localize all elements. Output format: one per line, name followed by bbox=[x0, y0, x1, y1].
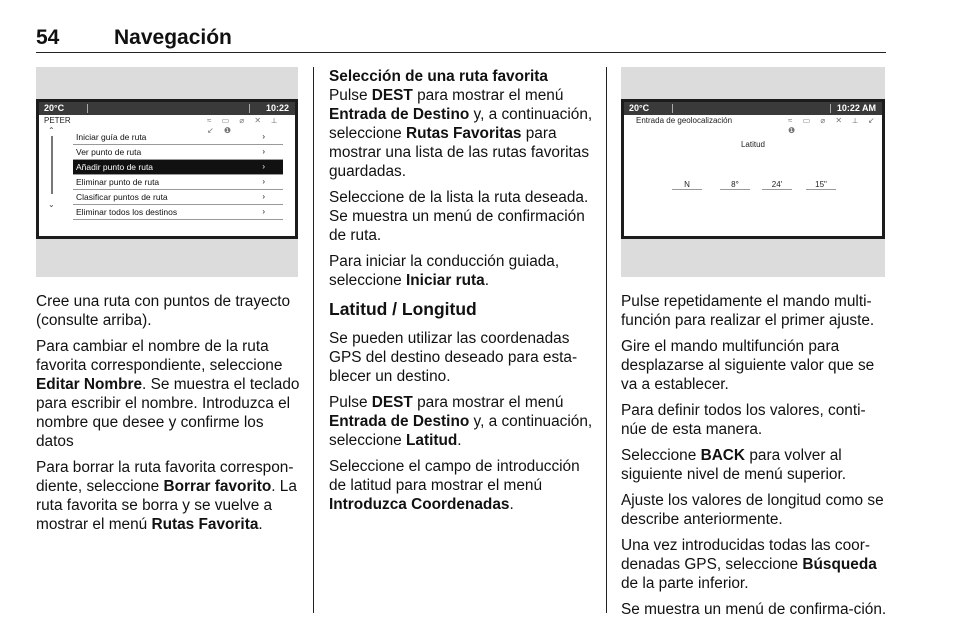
chevron-right-icon: › bbox=[262, 177, 265, 186]
paragraph: Seleccione BACK para volver al siguiente nivel de menú superior. bbox=[621, 447, 847, 483]
paragraph: Se muestra un menú de confirma-ción. bbox=[621, 601, 887, 618]
page-number: 54 bbox=[36, 26, 60, 49]
topbar-separator bbox=[672, 104, 673, 113]
chevron-right-icon: › bbox=[262, 192, 265, 201]
scroll-down-icon: ⌄ bbox=[48, 200, 55, 209]
paragraph: Gire el mando multifunción para desplazarse al siguiente valor que se va a establecer. bbox=[621, 338, 875, 393]
menu-item: Clasificar puntos de ruta › bbox=[73, 190, 283, 205]
menu-item: Eliminar todos los destinos › bbox=[73, 205, 283, 220]
paragraph: Para cambiar el nombre de la ruta favorita correspondiente, seleccione Editar Nombre. Se muestra el teclado para escribir el nombre. Introduzca el nombre que desee y confirme los datos bbox=[36, 338, 300, 450]
paragraph: Pulse DEST para mostrar el menú Entrada de Destino y, a continuación, seleccione Latitud. bbox=[329, 394, 593, 449]
latitude-direction-field: N bbox=[672, 180, 702, 190]
paragraph: Seleccione el campo de introducción de latitud para mostrar el menú Introduzca Coordenadas. bbox=[329, 458, 580, 513]
column-3 bbox=[621, 292, 887, 626]
paragraph: Ajuste los valores de longitud como se describe anteriormente. bbox=[621, 492, 884, 528]
screen-topbar bbox=[39, 102, 295, 115]
menu-item: Ver punto de ruta › bbox=[73, 145, 283, 160]
figure-latitude-entry bbox=[621, 67, 885, 277]
temperature-label: 20°C bbox=[629, 103, 650, 113]
menu-item: Iniciar guía de ruta › bbox=[73, 130, 283, 145]
latitude-seconds-field: 15" bbox=[806, 180, 836, 190]
page-header bbox=[36, 26, 886, 52]
menu-item-selected: Añadir punto de ruta › bbox=[73, 160, 283, 175]
paragraph: Para definir todos los valores, conti-núe de esta manera. bbox=[621, 402, 866, 438]
chapter-title: Navegación bbox=[114, 26, 232, 49]
paragraph: Se pueden utilizar las coordenadas GPS del destino deseado para esta-blecer un destino. bbox=[329, 330, 578, 385]
topbar-separator bbox=[87, 104, 88, 113]
column-divider bbox=[313, 67, 314, 613]
section-title: Latitud / Longitud bbox=[329, 299, 477, 319]
chevron-right-icon: › bbox=[262, 132, 265, 141]
topbar-separator bbox=[830, 104, 831, 113]
paragraph: Una vez introducidas todas las coor-denadas GPS, seleccione Búsqueda de la parte inferior. bbox=[621, 537, 877, 592]
section-heading: Selección de una ruta favorita bbox=[329, 68, 548, 85]
chevron-right-icon: › bbox=[262, 162, 265, 171]
paragraph: Pulse DEST para mostrar el menú Entrada de Destino y, a continuación, seleccione Rutas Favoritas para mostrar una lista de las rutas favoritas guardadas. bbox=[329, 87, 593, 180]
paragraph: Para iniciar la conducción guiada, seleccione Iniciar ruta. bbox=[329, 253, 560, 289]
figure-route-menu bbox=[36, 67, 298, 277]
status-icons: ≈ ▭ ⌀ ✕ ⟂ ↙ ❶ bbox=[788, 116, 879, 135]
topbar-separator bbox=[249, 104, 250, 113]
chevron-right-icon: › bbox=[262, 147, 265, 156]
scroll-up-icon: ⌃ bbox=[48, 126, 55, 135]
screen-display bbox=[36, 99, 298, 239]
scrollbar bbox=[51, 136, 53, 194]
paragraph: Seleccione de la lista la ruta deseada. Se muestra un menú de confirmación de ruta. bbox=[329, 189, 589, 244]
column-divider bbox=[606, 67, 607, 613]
clock-label: 10:22 bbox=[265, 103, 289, 113]
clock-label: 10:22 AM bbox=[836, 103, 876, 113]
route-menu bbox=[73, 130, 283, 220]
header-rule bbox=[36, 52, 886, 53]
paragraph: Cree una ruta con puntos de trayecto (consulte arriba). bbox=[36, 293, 291, 329]
menu-item: Eliminar punto de ruta › bbox=[73, 175, 283, 190]
temperature-label: 20°C bbox=[44, 103, 65, 113]
latitude-degrees-field: 8° bbox=[720, 180, 750, 190]
paragraph: Para borrar la ruta favorita correspon-diente, seleccione Borrar favorito. La ruta favorita se borra y se vuelve a mostrar el menú Rutas Favorita. bbox=[36, 459, 297, 533]
column-2 bbox=[329, 67, 594, 521]
status-icons: ≈ ▭ ⌀ ✕ ⟂ ↙ ❶ bbox=[207, 116, 281, 135]
paragraph: Pulse repetidamente el mando multi-función para realizar el primer ajuste. bbox=[621, 293, 875, 329]
chevron-right-icon: › bbox=[262, 207, 265, 216]
screen-topbar bbox=[624, 102, 882, 115]
latitude-minutes-field: 24' bbox=[762, 180, 792, 190]
column-1 bbox=[36, 292, 301, 541]
screen-title: PETER bbox=[44, 116, 71, 125]
screen-title: Entrada de geolocalización bbox=[636, 116, 733, 125]
screen-display bbox=[621, 99, 885, 239]
latitude-heading: Latitud bbox=[740, 140, 766, 149]
